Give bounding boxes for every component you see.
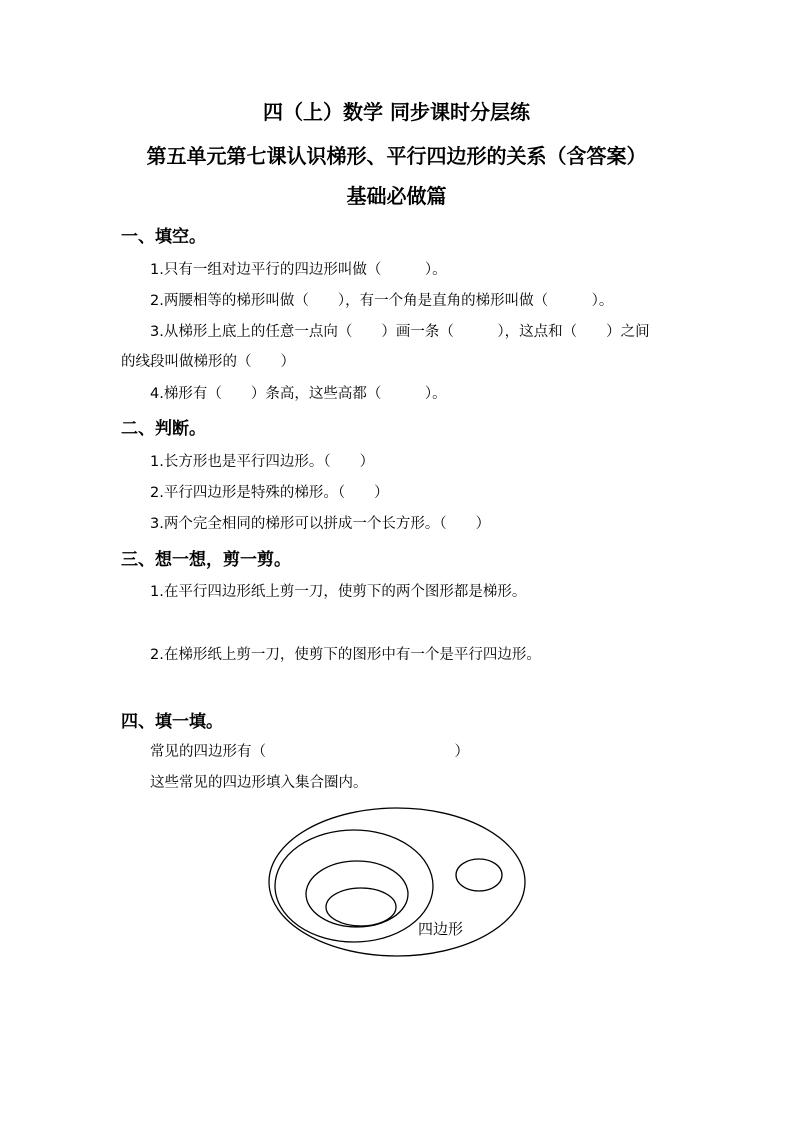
fill-question-3-line1: 3.从梯形上底上的任意一点向（ ）画一条（ ），这点和（ ）之间	[150, 324, 650, 340]
level-title: 基础必做篇	[346, 184, 447, 208]
cut-question-2: 2.在梯形纸上剪一刀，使剪下的图形中有一个是平行四边形。	[150, 647, 541, 663]
fill-question-3-line2: 的线段叫做梯形的（ ）	[121, 354, 295, 370]
judge-question-1: 1.长方形也是平行四边形。（ ）	[150, 454, 375, 470]
set-instruction-line: 这些常见的四边形填入集合圈内。	[150, 775, 368, 791]
common-quadrilaterals-line: 常见的四边形有（ ）	[150, 744, 469, 760]
square-set	[326, 888, 396, 926]
judge-question-3: 3.两个完全相同的梯形可以拼成一个长方形。（ ）	[150, 516, 491, 532]
fill-question-2: 2.两腰相等的梯形叫做（ ），有一个角是直角的梯形叫做（ ）。	[150, 293, 614, 309]
judge-question-2: 2.平行四边形是特殊的梯形。（ ）	[150, 485, 389, 501]
section-cut-heading: 三、想一想，剪一剪。	[121, 550, 291, 570]
fill-question-4: 4.梯形有（ ）条高，这些高都（ ）。	[150, 386, 447, 402]
fill-question-1: 1.只有一组对边平行的四边形叫做（ ）。	[150, 262, 447, 278]
section-fill-in-heading: 一、填空。	[121, 227, 206, 247]
page-title: 四（上）数学 同步课时分层练	[263, 100, 530, 124]
trapezoid-set	[456, 859, 502, 891]
rectangle-set	[306, 861, 408, 927]
section-fill-set-heading: 四、填一填。	[121, 712, 223, 732]
section-judge-heading: 二、判断。	[121, 419, 206, 439]
venn-diagram	[266, 804, 528, 960]
cut-question-1: 1.在平行四边形纸上剪一刀，使剪下的两个图形都是梯形。	[150, 584, 527, 600]
lesson-title: 第五单元第七课认识梯形、平行四边形的关系（含答案）	[146, 144, 647, 168]
venn-label: 四边形	[418, 920, 464, 938]
